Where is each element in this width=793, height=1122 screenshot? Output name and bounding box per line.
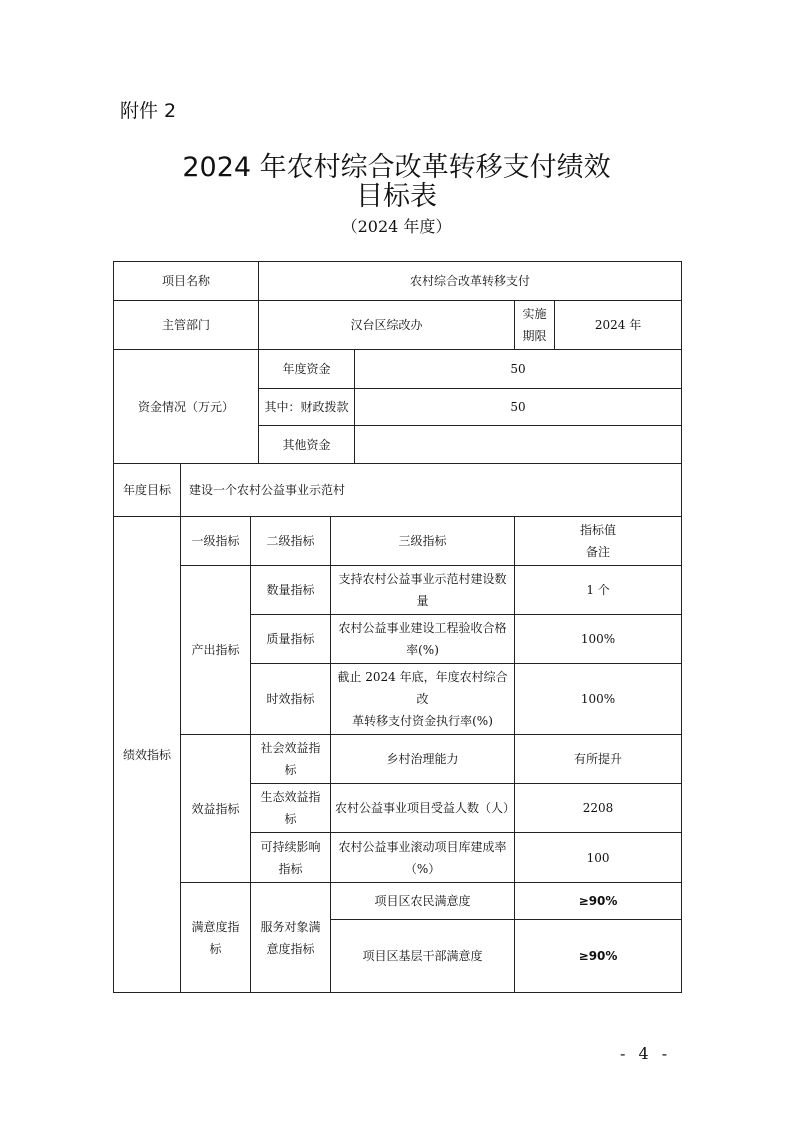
value-cell: 100% [515,664,682,735]
lvl3-cell: 乡村治理能力 [331,735,515,784]
lvl3-cell [331,615,515,664]
header-lvl3: 三级指标 [331,517,515,566]
lvl3-line: （%） [404,861,441,876]
value-cell: 2208 [515,784,682,833]
lvl2-line: 生态效益指 [260,790,321,804]
value-cell: 有所提升 [515,735,682,784]
lvl3-cell [331,566,515,615]
lvl3-line: 农村公益事业建设工程验收合格 [338,621,507,635]
lvl3-cell [331,664,515,735]
dept-label: 主管部门 [114,301,259,350]
lvl2-cell: 质量指标 [251,615,331,664]
lvl3-line: 农村公益事业滚动项目库建成率 [338,839,507,854]
lvl3-cell [331,833,515,883]
table-row [114,883,682,920]
lvl3-line: 革转移支付资金执行率(%) [352,714,493,728]
lvl3-line: 截止 2024 年底，年度农村综合改 [337,670,508,706]
lvl2-line: 服务对象满 [260,919,321,934]
table-row [114,464,682,517]
lvl2-cell [251,883,331,993]
header-value-line1: 指标值 [580,523,617,537]
subtitle: （2024 年度） [341,217,452,236]
project-name-label: 项目名称 [114,262,259,301]
annual-funds-value: 50 [355,350,682,389]
other-funds-label: 其他资金 [259,426,355,464]
other-funds-value [355,426,682,464]
satisfaction-label-line: 满意度指 [191,919,240,934]
lvl3-cell: 项目区农民满意度 [331,883,515,920]
satisfaction-label-line: 标 [209,941,222,956]
lvl2-cell: 数量指标 [251,566,331,615]
lvl2-line: 可持续影响 [260,839,321,854]
lvl2-cell [251,784,331,833]
benefit-label: 效益指标 [181,735,251,883]
lvl3-line: 支持农村公益事业示范村建设数 [338,572,507,586]
period-label: 实施期限 [515,301,555,350]
value-cell: ≥90% [515,883,682,920]
funds-label: 资金情况（万元） [114,350,259,464]
header-lvl1: 一级指标 [181,517,251,566]
fiscal-funds-value: 50 [355,389,682,426]
header-value-line2: 备注 [586,545,611,559]
table-row [114,735,682,784]
lvl2-line: 社会效益指 [260,741,321,755]
lvl3-line: 率(%) [406,643,439,657]
lvl2-cell: 时效指标 [251,664,331,735]
title-line-2: 目标表 [356,181,437,212]
header-lvl2: 二级指标 [251,517,331,566]
satisfaction-label [181,883,251,993]
lvl2-line: 标 [284,763,297,777]
value-cell: 100% [515,615,682,664]
dept-value: 汉台区综改办 [259,301,515,350]
lvl3-cell: 项目区基层干部满意度 [331,920,515,993]
lvl2-line: 意度指标 [266,941,315,956]
period-value: 2024 年 [555,301,682,350]
value-cell: 100 [515,833,682,883]
attachment-label: 附件 2 [120,100,177,122]
header-value [515,517,682,566]
project-name-value: 农村综合改革转移支付 [259,262,682,301]
lvl2-line: 指标 [278,861,303,876]
table-row [114,517,682,566]
table-row [114,301,682,350]
value-cell: 1 个 [515,566,682,615]
table-row [114,566,682,615]
annual-goal-label: 年度目标 [114,464,181,517]
lvl3-line: 量 [416,594,429,608]
lvl2-cell [251,833,331,883]
perf-label: 绩效指标 [114,517,181,993]
lvl2-cell [251,735,331,784]
table-row [114,350,682,389]
annual-goal-value: 建设一个农村公益事业示范村 [181,464,682,517]
output-label: 产出指标 [181,566,251,735]
title-line-1: 2024 年农村综合改革转移支付绩效 [182,152,611,183]
page-number: - 4 - [620,1044,672,1063]
value-cell: ≥90% [515,920,682,993]
table-row [114,262,682,301]
annual-funds-label: 年度资金 [259,350,355,389]
lvl3-cell: 农村公益事业项目受益人数（人） [331,784,515,833]
performance-table [113,261,682,993]
lvl2-line: 标 [284,812,297,826]
fiscal-funds-label: 其中：财政拨款 [259,389,355,426]
